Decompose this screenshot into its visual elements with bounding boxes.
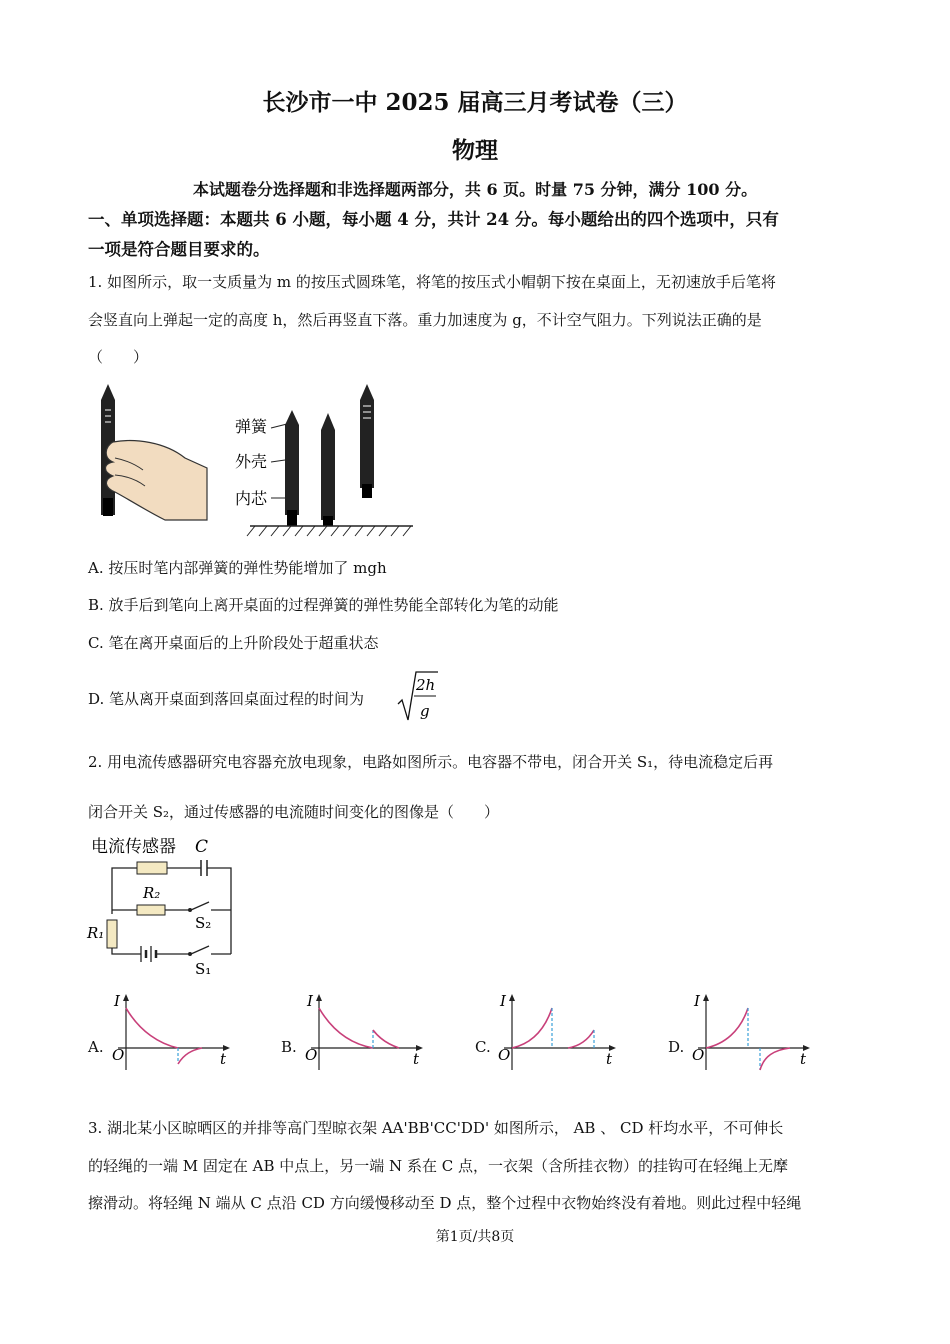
axis-o-label: O (112, 1046, 125, 1064)
q2-graph-c[interactable] (496, 992, 626, 1072)
axis-i-label: I (307, 992, 313, 1010)
discharge-curve (760, 1048, 790, 1070)
current-sensor (137, 862, 167, 874)
q1-option-c[interactable]: C. 笔在离开桌面后的上升阶段处于超重状态 (88, 634, 379, 652)
q2-graph-b[interactable] (303, 992, 433, 1072)
q1-text-line2: 会竖直向上弹起一定的高度 h，然后再竖直下落。重力加速度为 g，不计空气阻力。下列说法正确的是 (88, 311, 762, 329)
q2-graph-b-label[interactable]: B. (281, 1038, 297, 1056)
hand-pen-illustration (101, 384, 207, 520)
axis-t-label: t (413, 1050, 420, 1068)
q2-text-line2: 闭合开关 S₂，通过传感器的电流随时间变化的图像是（ ） (88, 803, 500, 821)
charging-curve (512, 1008, 552, 1048)
axis-t-label: t (220, 1050, 227, 1068)
charging-curve (319, 1008, 373, 1048)
page-footer: 第1页/共8页 (435, 1229, 515, 1245)
circuit-label-sensor: 电流传感器 (91, 837, 176, 857)
circuit-label-r1: R₁ (87, 924, 105, 942)
section1-heading-line1: 一、单项选择题：本题共 6 小题，每小题 4 分，共计 24 分。每小题给出的四个选项中，只有 (88, 210, 779, 229)
q1-option-d[interactable] (88, 688, 364, 709)
circuit-label-s1: S₁ (195, 960, 212, 978)
axis-o-label: O (692, 1046, 705, 1064)
axis-o-label: O (498, 1046, 511, 1064)
axis-i-label: I (500, 992, 506, 1010)
formula-numerator: 2h (416, 676, 436, 694)
q3-text-line2: 的轻绳的一端 M 固定在 AB 中点上，另一端 N 系在 C 点，一衣架（含所挂衣物）的挂钩可在轻绳上无摩 (88, 1157, 788, 1175)
q2-graph-a[interactable] (110, 992, 240, 1072)
q2-graph-d-label[interactable]: D. (668, 1038, 685, 1056)
subject-title: 物理 (452, 137, 498, 164)
q3-text-line1: 3. 湖北某小区晾晒区的并排等高门型晾衣架 AA'BB'CC'DD' 如图所示， AB 、 CD 杆均水平，不可伸长 (88, 1119, 784, 1137)
axis-t-label: t (800, 1050, 807, 1068)
q1-option-b[interactable]: B. 放手后到笔向上离开桌面的过程弹簧的弹性势能全部转化为笔的动能 (88, 596, 559, 614)
q1-option-d-text: D. 笔从离开桌面到落回桌面过程的时间为 (88, 690, 365, 708)
second-curve (568, 1030, 594, 1048)
label-core: 内芯 (235, 489, 268, 508)
q1-option-d-formula (396, 670, 440, 724)
second-curve (373, 1030, 399, 1048)
switch-s1 (191, 946, 209, 954)
q2-text-line1: 2. 用电流传感器研究电容器充放电现象，电路如图所示。电容器不带电，闭合开关 S₁，待电流稳定后再 (88, 753, 774, 771)
axis-t-label: t (606, 1050, 613, 1068)
circuit-label-s2: S₂ (195, 914, 212, 932)
formula-denominator: g (420, 702, 430, 720)
section1-heading-line2: 一项是符合题目要求的。 (88, 240, 270, 259)
circuit-label-c: C (195, 837, 209, 857)
pen-flying (360, 384, 374, 498)
q2-graph-c-label[interactable]: C. (475, 1038, 491, 1056)
resistor-r2 (137, 905, 165, 915)
label-shell: 外壳 (235, 452, 268, 471)
q2-graph-a-label[interactable]: A. (88, 1038, 104, 1056)
switch-s2 (191, 902, 209, 910)
label-spring: 弹簧 (235, 417, 268, 436)
pen-pressed (285, 410, 299, 526)
q3-text-line3: 擦滑动。将轻绳 N 端从 C 点沿 CD 方向缓慢移动至 D 点，整个过程中衣物始终没有着地。则此过程中轻绳 (88, 1194, 802, 1212)
discharge-curve (178, 1048, 202, 1064)
q2-graph-d[interactable] (690, 992, 820, 1072)
resistor-r1 (107, 920, 117, 948)
q1-text-line1: 1. 如图所示，取一支质量为 m 的按压式圆珠笔，将笔的按压式小帽朝下按在桌面上，无初速放手后笔将 (88, 273, 776, 291)
axis-o-label: O (305, 1046, 318, 1064)
charging-curve (706, 1008, 748, 1048)
pen-released (321, 413, 335, 526)
q1-answer-blank: （ ） (88, 348, 149, 366)
axis-i-label: I (694, 992, 700, 1010)
exam-title: 长沙市一中 2025 届高三月考试卷（三） (262, 89, 688, 116)
axis-i-label: I (114, 992, 120, 1010)
q1-option-a[interactable]: A. 按压时笔内部弹簧的弹性势能增加了 mgh (88, 559, 387, 577)
table-surface (247, 526, 413, 536)
exam-instructions: 本试题卷分选择题和非选择题两部分，共 6 页。时量 75 分钟，满分 100 分。 (192, 180, 758, 199)
q2-circuit-diagram (85, 832, 245, 982)
charging-curve (126, 1008, 178, 1048)
q1-pen-figure (95, 380, 425, 540)
circuit-label-r2: R₂ (143, 884, 161, 902)
